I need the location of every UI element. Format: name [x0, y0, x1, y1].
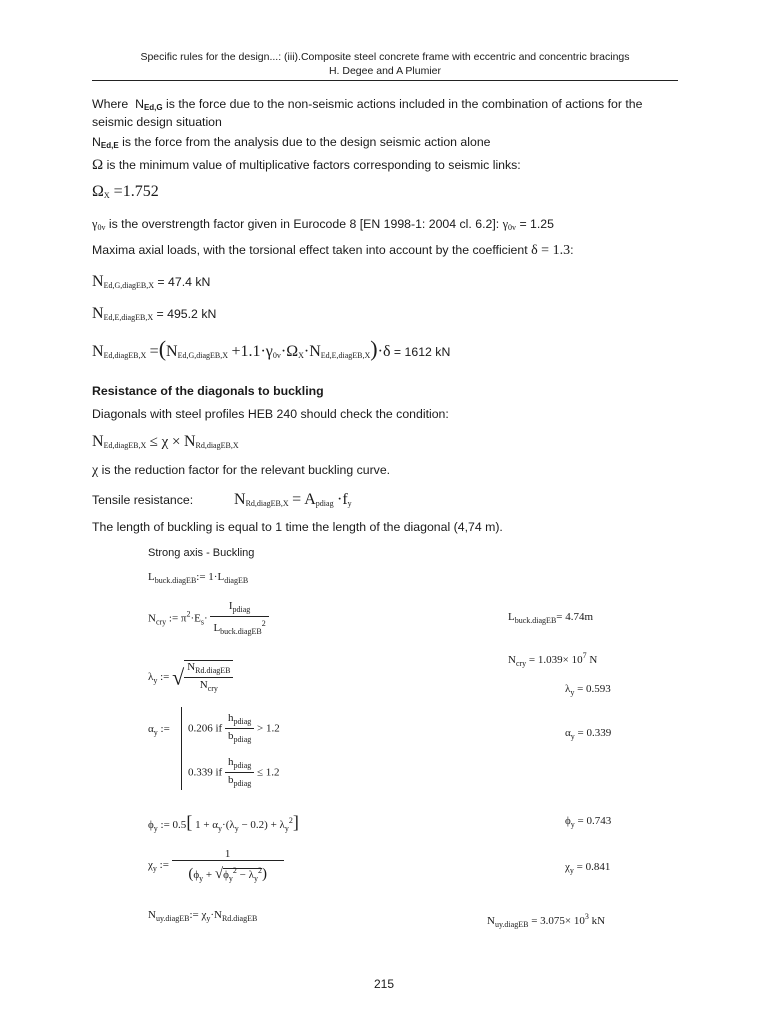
mathcad-nuy-def: $N_{uy.diagEB}:= \chi_y\cdot N_{Rd.diagEB}$	[148, 909, 258, 923]
equation-ned-total: $N_{Ed,diagEB,X} =(N_{Ed,G,diagEB,X} +1.1\cdot\gamma_{0v}\cdot\Omega_X\cdot N_{Ed,E,diagEB,X})\cdot\delta = 1612$ kN	[92, 336, 451, 361]
header-rule	[92, 80, 678, 81]
result-chi: $\chi_y = 0.841$	[565, 861, 611, 875]
mathcad-chi-def: $\chi_y$ := $\frac{1}{(\phi_y + √\phi_y^2 - \lambda_y^2)}$	[148, 848, 284, 885]
ncr-fraction: $\frac{I_{pdiag}}{L_{buck.diagEB}^2}$	[210, 600, 268, 638]
paragraph-overstrength: $\gamma_{0v}$ is the overstrength factor given in Eurocode 8 [EN 1998-1: 2004 cl. 6.2]: $\gamma_{0v} = 1.25$	[92, 217, 554, 232]
alpha-case-brace	[181, 707, 182, 790]
result-lambda: $\lambda_y = 0.593$	[565, 683, 611, 697]
mathcad-title: Strong axis - Buckling	[148, 547, 255, 559]
running-header	[92, 50, 678, 78]
result-ncr: $N_{cry} = 1.039\times 10^7$ N	[508, 651, 598, 668]
paragraph-omega: Ω is the minimum value of multiplicative factors corresponding to seismic links:	[92, 157, 521, 173]
equation-ned-g: $N_{Ed,G,diagEB,X} = 47.4$ kN	[92, 273, 211, 290]
paragraph-diagonals: Diagonals with steel profiles HEB 240 should check the condition:	[92, 407, 449, 421]
mathcad-l-buckling-def: $L_{buck.diagEB}:= 1\cdot L_{diagEB}$	[148, 571, 249, 585]
mathcad-ncr-def: $N_{cry}$ := $\pi^2\cdot E_s\cdot$ $\frac{I_{pdiag}}{L_{buck.diagEB}^2}$	[148, 600, 269, 638]
section-heading: Resistance of the diagonals to buckling	[92, 384, 324, 398]
paragraph-ned-e: NEd,E is the force from the analysis due to the design seismic action alone	[92, 135, 491, 150]
result-nuy: $N_{uy.diagEB} = 3.075\times 10^3$ kN	[487, 912, 606, 929]
mathcad-phi-def: $\phi_y$ := 0.5[ $1 + \alpha_y\cdot(\lambda_y - 0.2) + \lambda_y^2$]	[148, 812, 299, 833]
lambda-fraction: $\frac{N_{Rd.diagEB}}{N_{cry}}$	[184, 660, 233, 695]
equation-ned-e: $N_{Ed,E,diagEB,X} = 495.2$ kN	[92, 305, 217, 322]
alpha-case-1: 0.206 if $\frac{h_{pdiag}}{b_{pdiag}}$ > 1.2	[188, 712, 280, 744]
mathcad-alpha-def: $\alpha_y$ :=	[148, 723, 170, 737]
page-number: 215	[373, 977, 395, 991]
paragraph-ned-g: Where NEd,G is the force due to the non-seismic actions included in the combination of actions for the seismic design situation	[92, 97, 643, 129]
chi-fraction: $\frac{1}{(\phi_y + √\phi_y^2 - \lambda_y^2)}$	[172, 848, 284, 885]
equation-buckling-condition: $N_{Ed,diagEB,X} \le \chi \times N_{Rd,diagEB,X}$	[92, 433, 239, 450]
paragraph-buckling-length: The length of buckling is equal to 1 time the length of the diagonal (4,74 m).	[92, 520, 503, 534]
result-alpha: $\alpha_y = 0.339$	[565, 727, 612, 741]
paragraph-maxima: Maxima axial loads, with the torsional effect taken into account by the coefficient δ = 1.3:	[92, 243, 574, 258]
equation-omega-x: $\Omega_X =1.752$	[92, 183, 159, 200]
paragraph-tensile-resistance: Tensile resistance: $N_{Rd,diagEB,X} = A_{pdiag} \cdot f_y$	[92, 491, 352, 508]
result-phi: $\phi_y = 0.743$	[565, 815, 612, 829]
paragraph-reduction-factor: χ is the reduction factor for the relevant buckling curve.	[92, 463, 391, 478]
alpha-case-2: 0.339 if $\frac{h_{pdiag}}{b_{pdiag}}$ ≤ 1.2	[188, 756, 280, 788]
header-title: Specific rules for the design...: (iii).Composite steel concrete frame with eccentric and concentric bracings	[140, 51, 630, 63]
mathcad-lambda-def: $\lambda_y$ := √ $\frac{N_{Rd.diagEB}}{N_{cry}}$	[148, 660, 233, 695]
header-authors: H. Degee and A Plumier	[328, 65, 442, 77]
result-l-buckling: $L_{buck.diagEB}= 4.74m$	[508, 611, 594, 625]
